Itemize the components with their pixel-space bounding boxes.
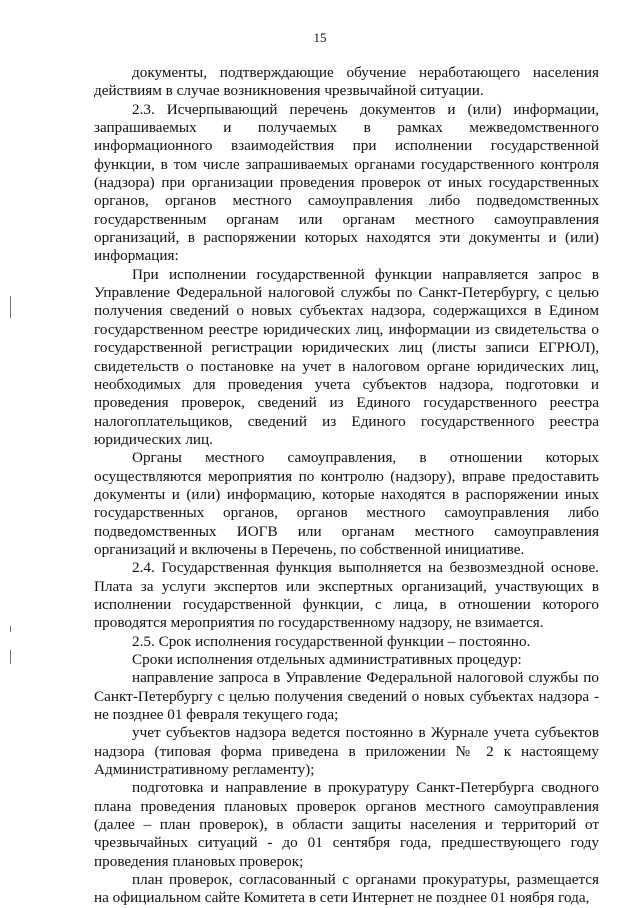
paragraph-deadlines-heading: Сроки исполнения отдельных административных процедур: <box>132 651 522 668</box>
margin-mark <box>10 296 11 318</box>
paragraph-deadline-publish: план проверок, согласованный с органами прокуратуры, размещается на официальном сайте Комитета в сети Интернет не позднее 01 ноября года, <box>94 871 599 907</box>
paragraph-continuation: документы, подтверждающие обучение неработающего населения действиям в случае возникновения чрезвычайной ситуации. <box>94 64 599 100</box>
paragraph-2-4: 2.4. Государственная функция выполняется на безвозмездной основе. Плата за услуги экспертов или экспертных организаций, участвующих в исполнении государственной функции, с лица, в отношении которого проводятся мероприятия по государственному надзору, не взимается. <box>94 559 599 632</box>
paragraph-local-authorities: Органы местного самоуправления, в отношении которых осуществляются мероприятия по контролю (надзору), вправе предоставить документы и (или) информацию, которые находятся в распоряжении иных государственных органов, органов местного самоуправления либо подведомственных ИОГВ или органам местного самоуправления организаций и включены в Перечень, по собственной инициативе. <box>94 449 599 558</box>
paragraph-deadline-request: направление запроса в Управление Федеральной налоговой службы по Санкт-Петербургу с целью получения сведений о новых субъектах надзора - не позднее 01 февраля текущего года; <box>94 669 599 724</box>
margin-mark <box>10 626 11 632</box>
margin-marks <box>0 0 20 905</box>
paragraph-deadline-plan: подготовка и направление в прокуратуру Санкт-Петербурга сводного плана проведения плановых проверок органов местного самоуправления (далее – план проверок), в области защиты населения и территорий от чрезвычайных ситуаций - до 01 сентября года, предшествующего году проведения плановых проверок; <box>94 779 599 870</box>
document-body <box>94 64 599 908</box>
page-number: 15 <box>313 30 327 45</box>
margin-mark <box>10 650 11 664</box>
paragraph-deadline-registry: учет субъектов надзора ведется постоянно в Журнале учета субъектов надзора (типовая форма приведена в приложении № 2 к настоящему Административному регламенту); <box>94 724 599 779</box>
paragraph-2-5: 2.5. Срок исполнения государственной функции – постоянно. <box>132 632 531 650</box>
paragraph-2-3: 2.3. Исчерпывающий перечень документов и (или) информации, запрашиваемых и получаемых в рамках межведомственного информационного взаимодействия при исполнении государственной функции, в том числе запрашиваемых органами государственного контроля (надзора) при организации проведения проверок от иных государственных органов, органов местного самоуправления либо подведомственных государственным органам или органам местного самоуправления организаций, в распоряжении которых находятся эти документы и (или) информация: <box>94 100 599 265</box>
paragraph-request: При исполнении государственной функции направляется запрос в Управление Федеральной налоговой службы по Санкт-Петербургу, с целью получения сведений о новых субъектах надзора, содержащихся в Едином государственном реестре юридических лиц, информации из свидетельства о государственной регистрации юридических лиц (листы записи ЕГРЮЛ), свидетельств о постановке на учет в налоговом органе юридических лиц, необходимых для проведения учета субъектов надзора, подготовки и проведения проверок, сведений из Единого государственного реестра налогоплательщиков, сведений из Единого государственного реестра юридических лиц. <box>94 265 599 448</box>
